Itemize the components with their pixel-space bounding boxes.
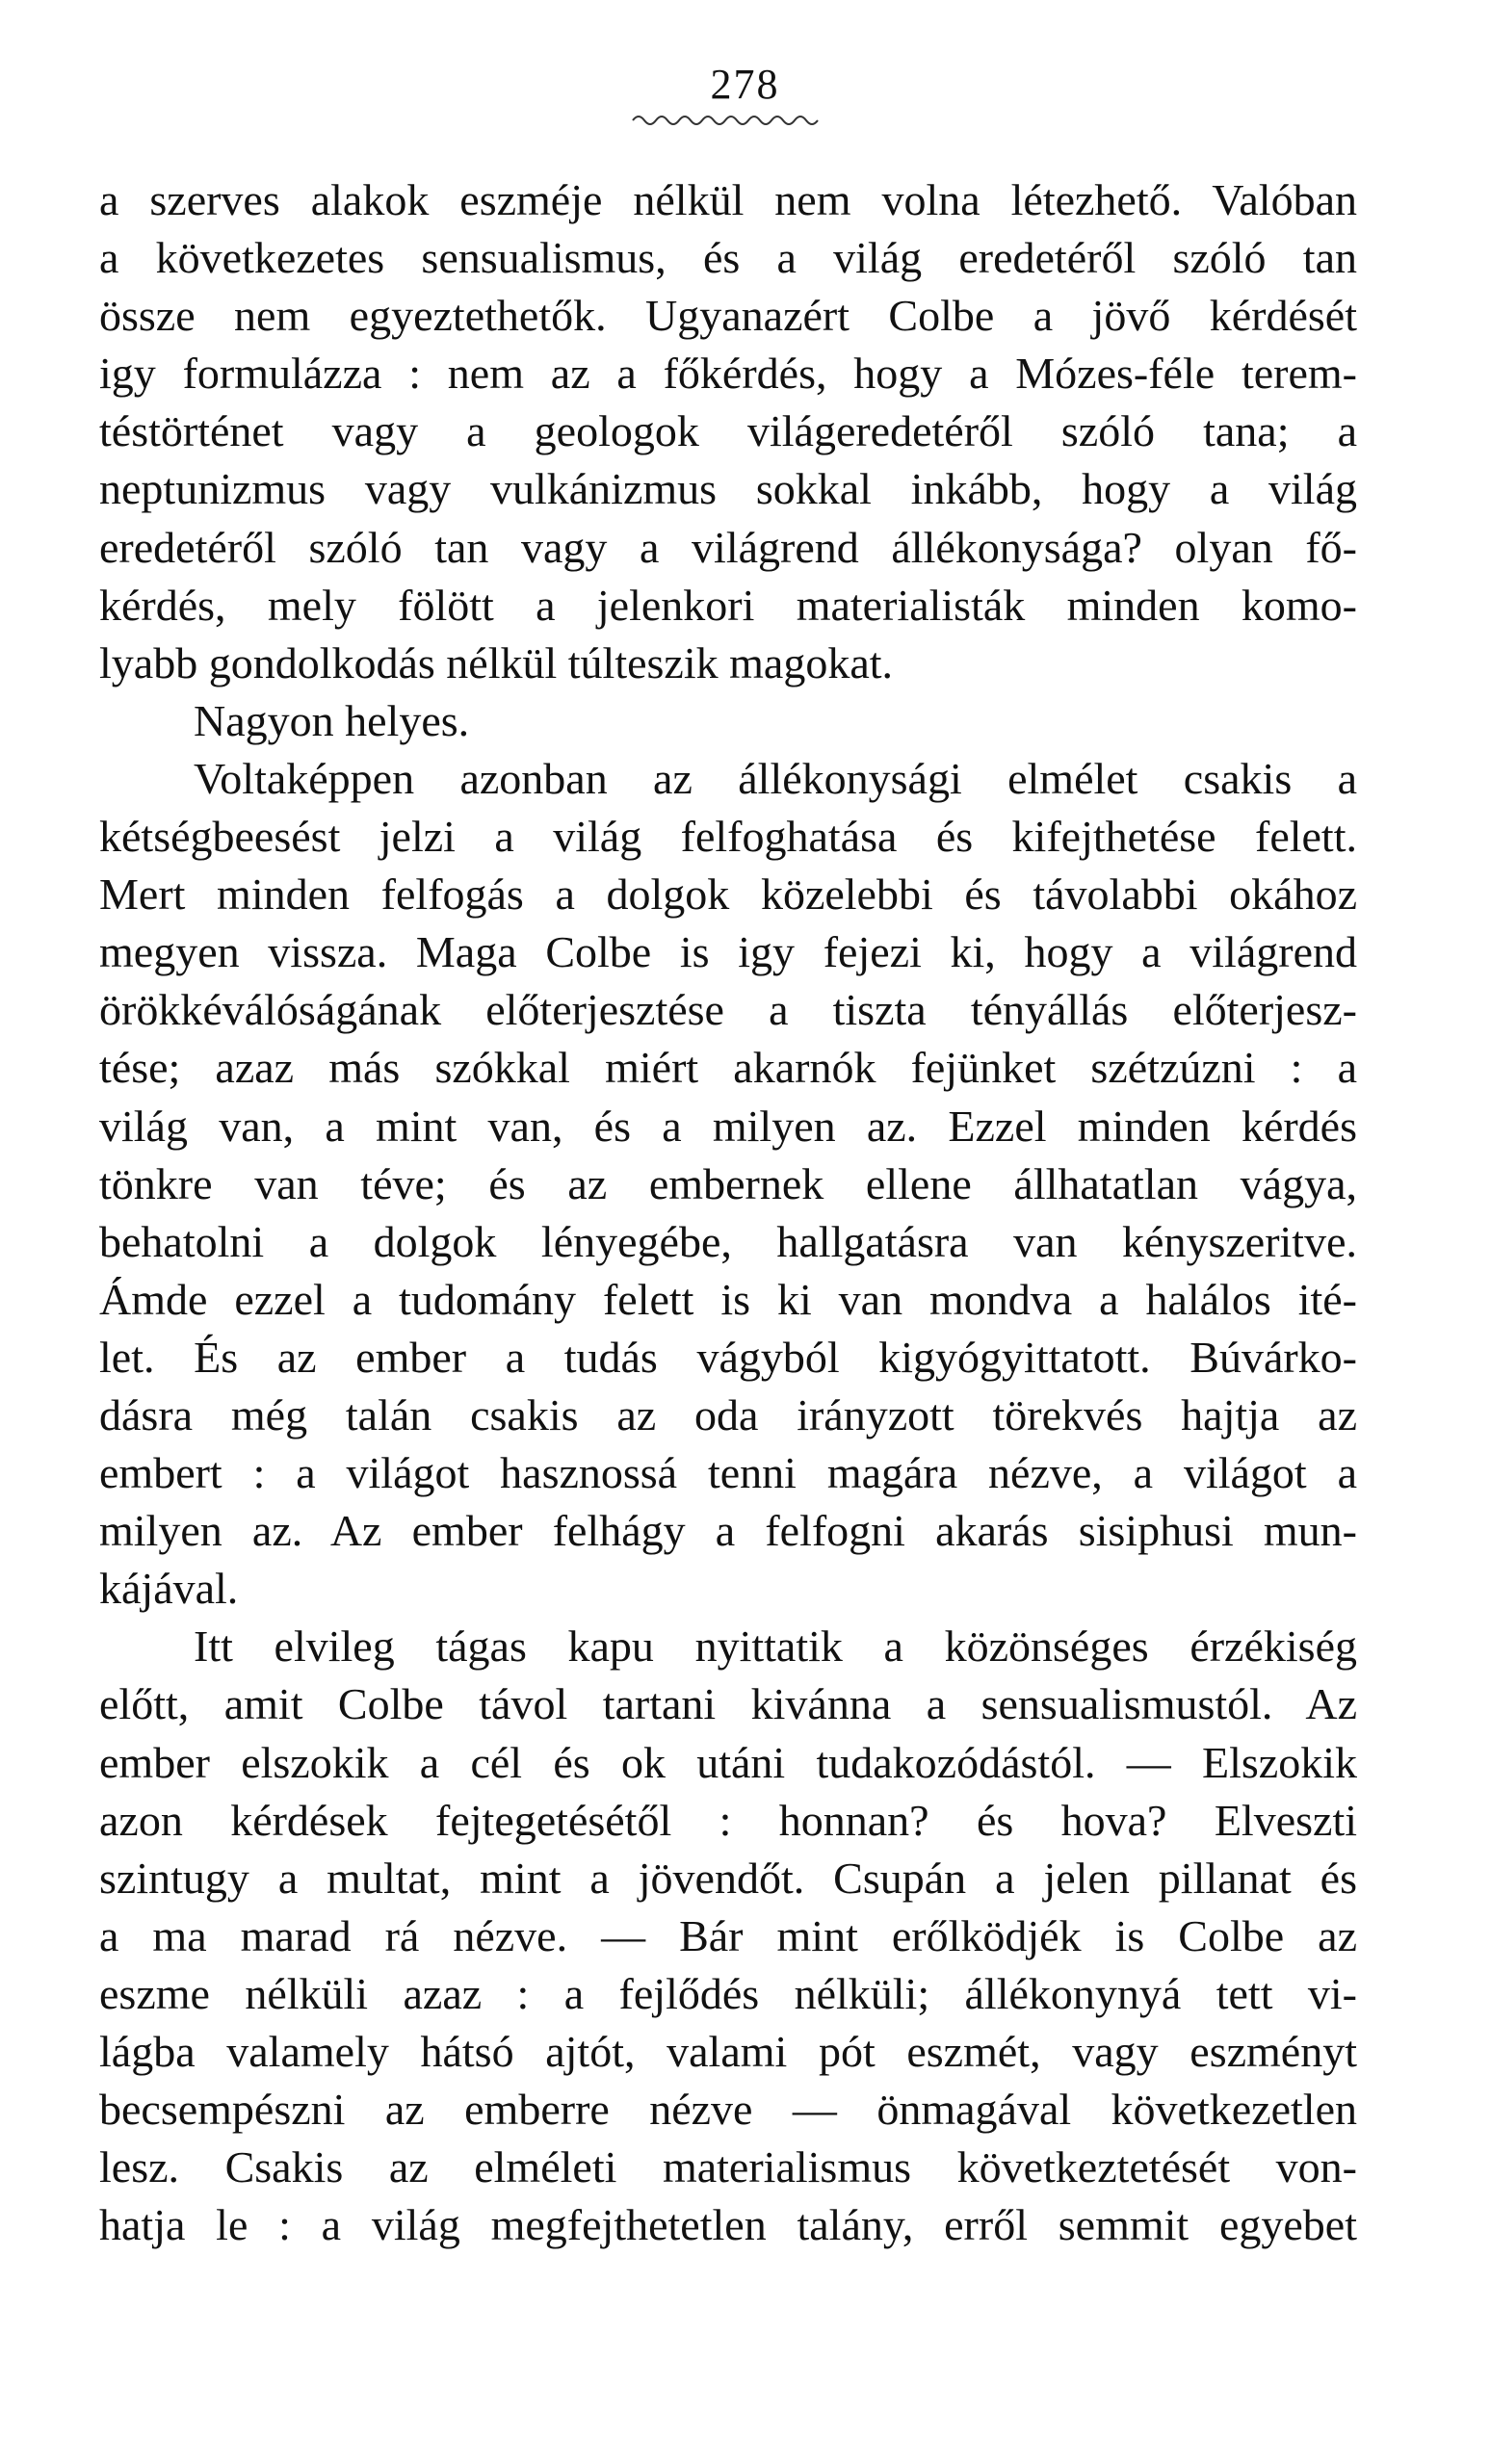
text-line: Nagyon helyes. bbox=[194, 695, 470, 745]
text-line: össze nem egyeztethetők. Ugyanazért Colbe a jövő kérdését bbox=[99, 291, 1357, 341]
text-line: tönkre van téve; és az embernek ellene állhatatlan vágya, bbox=[99, 1158, 1357, 1208]
text-line: a ma marad rá nézve. — Bár mint erőlködjék is Colbe az bbox=[99, 1910, 1357, 1960]
text-line: eredetéről szóló tan vagy a világrend állékonysága? olyan fő- bbox=[99, 522, 1357, 572]
page-number: 278 bbox=[710, 61, 780, 108]
text-line: milyen az. Az ember felhágy a felfogni akarás sisiphusi mun- bbox=[99, 1506, 1357, 1556]
text-line: tése; azaz más szókkal miért akarnók fejünket szétzúzni : a bbox=[99, 1043, 1357, 1093]
text-line: eszme nélküli azaz : a fejlődés nélküli; állékonynyá tett vi- bbox=[99, 1968, 1357, 2018]
text-line: világ van, a mint van, és a milyen az. Ezzel minden kérdés bbox=[99, 1101, 1357, 1151]
text-line: lyabb gondolkodás nélkül túlteszik magokat. bbox=[99, 637, 894, 687]
text-line: kájával. bbox=[99, 1564, 239, 1614]
text-line: becsempészni az emberre nézve — önmagával következetlen bbox=[99, 2085, 1357, 2135]
text-line: embert : a világot hasznossá tenni magára nézve, a világot a bbox=[99, 1448, 1357, 1498]
text-line: hatja le : a világ megfejthetetlen talány, erről semmit egyebet bbox=[99, 2200, 1357, 2250]
text-line: megyen vissza. Maga Colbe is igy fejezi ki, hogy a világrend bbox=[99, 927, 1357, 977]
text-line: lágba valamely hátsó ajtót, valami pót eszmét, vagy eszményt bbox=[99, 2027, 1357, 2076]
text-line: igy formulázza : nem az a főkérdés, hogy a Mózes-féle terem- bbox=[99, 349, 1357, 399]
text-line: Ámde ezzel a tudomány felett is ki van mondva a halálos ité- bbox=[99, 1274, 1357, 1324]
text-line: neptunizmus vagy vulkánizmus sokkal inkább, hogy a világ bbox=[99, 464, 1357, 514]
text-line: Itt elvileg tágas kapu nyittatik a közönséges érzékiség bbox=[194, 1621, 1357, 1672]
text-line: kérdés, mely fölött a jelenkori materialisták minden komo- bbox=[99, 580, 1357, 630]
text-line: azon kérdések fejtegetésétől : honnan? és hova? Elveszti bbox=[99, 1795, 1357, 1845]
text-line: örökkéválóságának előterjesztése a tiszta tényállás előterjesz- bbox=[99, 985, 1357, 1035]
body-text bbox=[99, 171, 1357, 2254]
text-line: a következetes sensualismus, és a világ eredetéről szóló tan bbox=[99, 233, 1357, 283]
text-line: dásra még talán csakis az oda irányzott törekvés hajtja az bbox=[99, 1389, 1357, 1439]
text-line: ember elszokik a cél és ok utáni tudakozódástól. — Elszokik bbox=[99, 1737, 1357, 1787]
text-line: let. És az ember a tudás vágyból kigyógyittatott. Búvárko- bbox=[99, 1332, 1357, 1382]
text-line: előtt, amit Colbe távol tartani kivánna a sensualismustól. Az bbox=[99, 1679, 1357, 1729]
text-line: téstörténet vagy a geologok világeredetéről szóló tana; a bbox=[99, 406, 1357, 456]
text-line: Mert minden felfogás a dolgok közelebbi és távolabbi okához bbox=[99, 869, 1357, 920]
text-line: a szerves alakok eszméje nélkül nem volna létezhető. Valóban bbox=[99, 175, 1357, 224]
page-number-ornament bbox=[631, 111, 823, 130]
text-line: szintugy a multat, mint a jövendőt. Csupán a jelen pillanat és bbox=[99, 1853, 1357, 1903]
text-line: behatolni a dolgok lényegébe, hallgatásra van kényszeritve. bbox=[99, 1216, 1357, 1266]
text-line: Voltaképpen azonban az állékonysági elmélet csakis a bbox=[194, 753, 1357, 803]
text-line: kétségbeesést jelzi a világ felfoghatása és kifejthetése felett. bbox=[99, 812, 1357, 862]
text-line: lesz. Csakis az elméleti materialismus következtetését von- bbox=[99, 2142, 1357, 2192]
